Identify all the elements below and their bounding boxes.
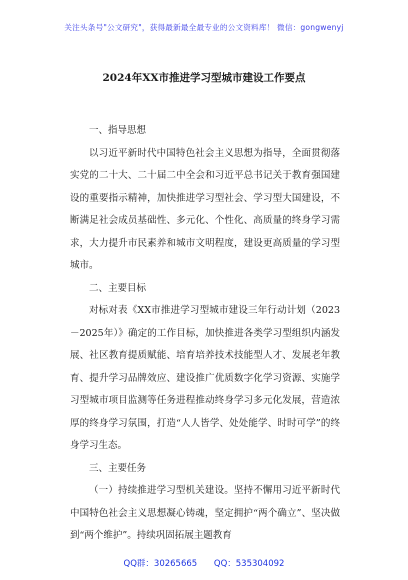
header-banner: 关注头条号"公文研究"，获得最新最全最专业的公文资料库！ 微信：gongwenyj bbox=[64, 23, 344, 32]
footer-contact bbox=[0, 557, 408, 569]
footer-qq: QQ：535304092 bbox=[213, 559, 285, 569]
document-title: 2024年XX市推进学习型城市建设工作要点 bbox=[102, 72, 306, 84]
section-paragraph: （一）持续推进学习型机关建设。坚持不懈用习近平新时代中国特色社会主义思想凝心铸魂，坚定拥护“两个确立”、坚决做到“两个维护”。持续巩固拓展主题教育 bbox=[70, 485, 340, 541]
section-paragraph: 对标对表《XX市推进学习型城市建设三年行动计划（2023－2025年）》确定的工作目标，加快推进各类学习型组织内涵发展、社区教育提质赋能、培育培养技术技能型人才、发展老年教育、提升学习品牌效应、建设推广优质数字化学习资源、实施学习型城市项目监测等任务进程推动终身学习多元化发展，营造浓厚的终身学习氛围，打造“人人皆学、处处能学、时时可学”的终身学习生态。 bbox=[70, 305, 340, 451]
section-paragraph: 以习近平新时代中国特色社会主义思想为指导，全面贯彻落实党的二十大、二十届二中全会和习近平总书记关于教育强国建设的重要指示精神，加快推进学习型社会、学习型大国建设，不断满足社会成员基础性、多元化、个性化、高质量的终身学习需求，大力提升市民素养和城市文明程度，建设更高质量的学习型城市。 bbox=[70, 147, 340, 271]
section-heading: 一、指导思想 bbox=[89, 125, 147, 136]
document-body bbox=[70, 120, 340, 548]
section-heading: 二、主要目标 bbox=[89, 282, 147, 294]
footer-qq-group: QQ群：30265665 bbox=[123, 559, 198, 569]
section-heading: 三、主要任务 bbox=[89, 462, 147, 474]
